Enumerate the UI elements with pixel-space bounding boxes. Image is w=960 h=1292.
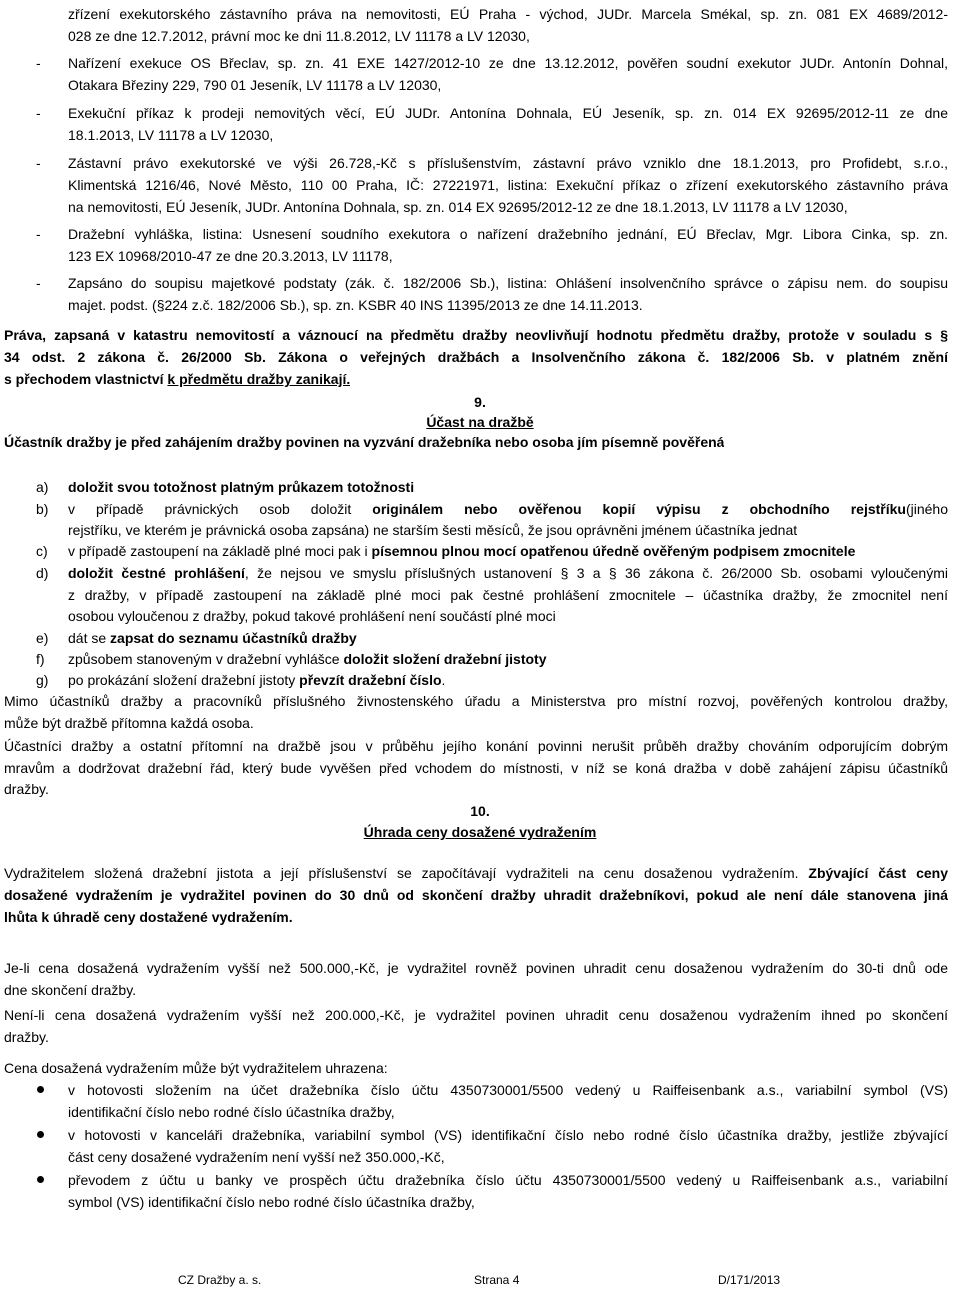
list-item-text: způsobem stanoveným v dražební vyhlášce doložit složení dražební jistoty xyxy=(68,651,547,667)
section-title: Účast na dražbě xyxy=(426,414,534,430)
bullet-icon xyxy=(36,1080,46,1090)
dash-marker: - xyxy=(36,55,41,71)
list-item-text: doložit čestné prohlášení, že nejsou ve smyslu příslušných ustanovení § 3 a § 36 zákona č. 26/2000 Sb. osobami vyloučenými xyxy=(68,565,948,581)
bullet-text: identifikační číslo nebo rodné číslo účastníka dražby, xyxy=(68,1104,395,1120)
paragraph-line: může být dražbě přítomna každá osoba. xyxy=(4,715,254,731)
paragraph-line: dražby. xyxy=(4,781,49,797)
bullet-text: v hotovosti složením na účet dražebníka číslo účtu 4350730001/5500 vedený u Raiffeisenbank a.s., variabilní symbol (VS) xyxy=(68,1082,948,1098)
text-line: Exekuční příkaz k prodeji nemovitých věcí, EÚ JUDr. Antonína Dohnala, EÚ Jeseník, sp. zn. 014 EX 92695/2012-11 ze dne xyxy=(68,105,948,121)
text-line: Zástavní právo exekutorské ve výši 26.728,-Kč s příslušenstvím, zástavní právo vzniklo dne 18.1.2013, pro Profidebt, s.r.o., xyxy=(68,155,948,171)
paragraph-line: Mimo účastníků dražby a pracovníků příslušného živnostenského úřadu a Ministerstva pro místní rozvoj, pověřených kontrolou dražby, xyxy=(4,693,948,709)
footer-page-number: Strana 4 xyxy=(474,1273,520,1287)
footer-company: CZ Dražby a. s. xyxy=(178,1273,262,1287)
list-marker: b) xyxy=(36,501,49,517)
list-item-text: z dražby, v případě zastoupení na základě plné moci pak čestné prohlášení zmocnitele – účastníka dražby, že zmocnitel není xyxy=(68,587,948,603)
text-line: zřízení exekutorského zástavního práva na nemovitosti, EÚ Praha - východ, JUDr. Marcela Smékal, sp. zn. 081 EX 4689/2012- xyxy=(68,6,948,22)
paragraph-line: dne skončení dražby. xyxy=(4,982,137,998)
bullet-icon xyxy=(36,1170,46,1180)
bullet-text: převodem z účtu u banky ve prospěch účtu dražebníka číslo účtu 4350730001/5500 vedený u Raiffeisenbank a.s., variabilní xyxy=(68,1172,948,1188)
paragraph-line: dražby. xyxy=(4,1029,49,1045)
rights-paragraph-line: 34 odst. 2 zákona č. 26/2000 Sb. Zákona o veřejných dražbách a Insolvenčního zákona č. 182/2006 Sb. v platném znění xyxy=(4,349,948,365)
list-item-text: osobou vyloučenou z dražby, pokud takové prohlášení není součástí plné moci xyxy=(68,608,556,624)
list-item-text: v případě zastoupení na základě plné moci pak i písemnou plnou mocí opatřenou úředně ověřeným podpisem zmocnitele xyxy=(68,543,856,559)
list-marker: e) xyxy=(36,630,49,646)
text-line: na nemovitosti, EÚ Jeseník, JUDr. Antonína Dohnala, sp. zn. 014 EX 92695/2012-12 ze dne 18.1.2013, LV 11178 a LV 12030, xyxy=(68,199,848,215)
paragraph-line: Vydražitelem složená dražební jistota a její příslušenství se započítávají vydražiteli na cenu dosaženou vydražením. Zbývající část ceny xyxy=(4,865,948,881)
paragraph-line: mravům a dodržovat dražební řád, který bude vyvěšen před vchodem do místnosti, v níž se koná dražba v době zahájení zápisu účastníků xyxy=(4,760,948,776)
paragraph-line: Je-li cena dosažená vydražením vyšší než 500.000,-Kč, je vydražitel rovněž povinen uhradit cenu dosaženou vydražením do 30-ti dnů ode xyxy=(4,960,948,976)
paragraph-line: Cena dosažená vydražením může být vydražitelem uhrazena: xyxy=(4,1060,388,1076)
list-marker: d) xyxy=(36,565,49,581)
list-item-text: doložit svou totožnost platným průkazem totožnosti xyxy=(68,479,415,495)
rights-paragraph-line: Práva, zapsaná v katastru nemovitostí a váznoucí na předmětu dražby neovlivňují hodnotu předmětu dražby, protože v souladu s § xyxy=(4,327,948,343)
list-item-text: po prokázání složení dražební jistoty převzít dražební číslo. xyxy=(68,672,446,688)
section-number: 9. xyxy=(474,394,486,410)
list-marker: g) xyxy=(36,672,49,688)
list-marker: a) xyxy=(36,479,49,495)
text-line: 028 ze dne 12.7.2012, právní moc ke dni 11.8.2012, LV 11178 a LV 12030, xyxy=(68,28,530,44)
bullet-text: část ceny dosažené vydražením není vyšší než 350.000,-Kč, xyxy=(68,1149,445,1165)
list-marker: f) xyxy=(36,651,45,667)
paragraph-line: dosažené vydražením je vydražitel povinen do 30 dnů od skončení dražby uhradit dražebníkovi, pokud ale není dále stanovena jiná xyxy=(4,887,948,903)
text-line: Klimentská 1216/46, Nové Město, 110 00 Praha, IČ: 27221971, listina: Exekuční příkaz o zřízení exekutorského zástavního práva xyxy=(68,177,948,193)
section-title: Úhrada ceny dosažené vydražením xyxy=(363,824,597,840)
text-line: Dražební vyhláška, listina: Usnesení soudního exekutora o nařízení dražebního jednání, EÚ Břeclav, Mgr. Libora Cinka, sp. zn. xyxy=(68,226,948,242)
section-intro: Účastník dražby je před zahájením dražby povinen na vyzvání dražebníka nebo osoba jím písemně pověřená xyxy=(4,434,725,450)
paragraph-line: Účastníci dražby a ostatní přítomní na dražbě jsou v průběhu jejího konání povinni nerušit průběh dražby chováním odporujícím dobrým xyxy=(4,738,948,754)
text-line: Otakara Březiny 229, 790 01 Jeseník, LV 11178 a LV 12030, xyxy=(68,77,442,93)
text-line: 123 EX 10968/2010-47 ze dne 20.3.2013, LV 11178, xyxy=(68,248,393,264)
text-line: Nařízení exekuce OS Břeclav, sp. zn. 41 EXE 1427/2012-10 ze dne 13.12.2012, pověřen soudní exekutor JUDr. Antonín Dohnal, xyxy=(68,55,948,71)
dash-marker: - xyxy=(36,105,41,121)
section-number: 10. xyxy=(470,803,490,819)
dash-marker: - xyxy=(36,226,41,242)
underlined-phrase: k předmětu dražby zanikají. xyxy=(167,371,351,387)
footer-reference: D/171/2013 xyxy=(718,1273,781,1287)
list-item-text: v případě právnických osob doložit originálem nebo ověřenou kopií výpisu z obchodního rejstříku(jiného xyxy=(68,501,948,517)
text-line: 18.1.2013, LV 11178 a LV 12030, xyxy=(68,127,274,143)
bullet-text: v hotovosti v kanceláři dražebníka, variabilní symbol (VS) identifikační číslo nebo rodné číslo účastníka dražby, jestliže zbývající xyxy=(68,1127,948,1143)
text-line: Zapsáno do soupisu majetkové podstaty (zák. č. 182/2006 Sb.), listina: Ohlášení insolvenčního správce o zápisu nem. do soupisu xyxy=(68,275,948,291)
dash-marker: - xyxy=(36,155,41,171)
rights-paragraph-line: s přechodem vlastnictví k předmětu dražby zanikají. xyxy=(4,371,351,387)
list-item-text: rejstříku, ve kterém je právnická osoba zapsána) ne starším šesti měsíců, že jsou oprávněni jménem účastníka jednat xyxy=(68,522,798,538)
dash-marker: - xyxy=(36,275,41,291)
bullet-text: symbol (VS) identifikační číslo nebo rodné číslo účastníka dražby, xyxy=(68,1194,475,1210)
paragraph-line: lhůta k úhradě ceny dostažené vydražením. xyxy=(4,909,293,925)
paragraph-line: Není-li cena dosažená vydražením vyšší než 200.000,-Kč, je vydražitel povinen uhradit cenu dosaženou vydražením ihned po skončení xyxy=(4,1007,948,1023)
text-line: majet. podst. (§224 z.č. 182/2006 Sb.), sp. zn. KSBR 40 INS 11395/2013 ze dne 14.11.2013. xyxy=(68,297,643,313)
bullet-icon xyxy=(36,1125,46,1135)
list-marker: c) xyxy=(36,543,48,559)
list-item-text: dát se zapsat do seznamu účastníků dražby xyxy=(68,630,357,646)
